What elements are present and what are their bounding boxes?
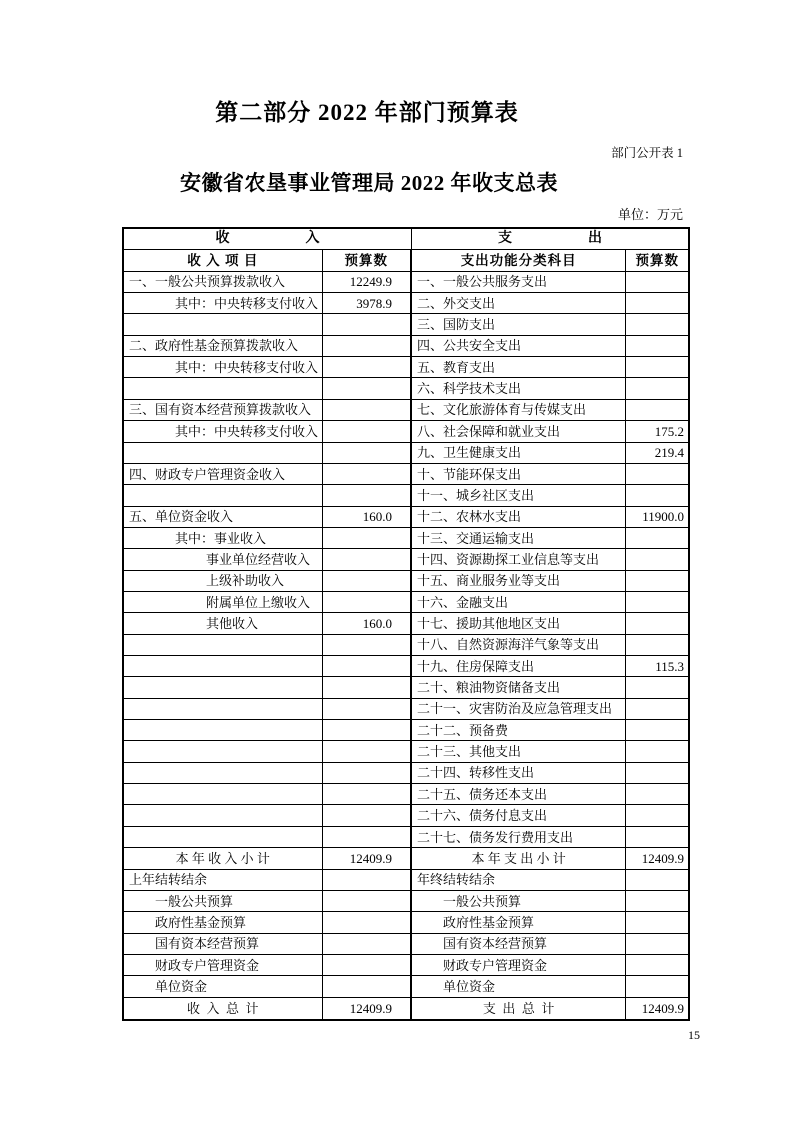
- expense-budget-cell: [626, 314, 688, 335]
- income-item-column-header: 收 入 项 目: [124, 250, 323, 271]
- expense-item-cell: 十五、商业服务业等支出: [412, 571, 626, 592]
- expense-budget-cell: [626, 891, 688, 912]
- expense-header-char-2: 出: [587, 231, 602, 247]
- expense-item-cell: 七、文化旅游体育与传媒支出: [412, 400, 626, 421]
- expense-item-cell: 十二、农林水支出: [412, 507, 626, 528]
- expense-item-cell: 单位资金: [412, 976, 626, 997]
- income-item-cell: 一、一般公共预算拨款收入: [124, 272, 323, 293]
- income-item-cell: 政府性基金预算: [124, 912, 323, 933]
- income-item-cell: 其他收入: [124, 613, 323, 634]
- expense-item-cell: 二十五、债务还本支出: [412, 784, 626, 805]
- expense-budget-cell: 12409.9: [641, 1000, 684, 1016]
- expense-budget-cell: [626, 571, 688, 592]
- income-budget-cell: 12409.9: [323, 848, 412, 869]
- expense-section-header: [412, 229, 688, 250]
- expense-budget-cell: [626, 827, 688, 848]
- expense-budget-cell: 219.4: [626, 443, 688, 464]
- expense-budget-cell: [626, 485, 688, 506]
- expense-item-cell: 支 出 总 计: [412, 998, 626, 1019]
- expense-item-cell: 十八、自然资源海洋气象等支出: [412, 635, 626, 656]
- income-item-cell: [124, 699, 323, 720]
- income-budget-cell: 160.0: [323, 507, 412, 528]
- income-item-cell: 收 入 总 计: [124, 998, 323, 1019]
- income-section-header: [124, 229, 412, 250]
- income-budget-cell: 12409.9: [323, 998, 412, 1019]
- income-header-char-1: 收: [215, 231, 230, 247]
- expense-budget-cell: 12409.9: [626, 848, 688, 869]
- income-item-cell: [124, 741, 323, 762]
- expense-item-cell: 国有资本经营预算: [412, 934, 626, 955]
- income-item-cell: 其中：中央转移支付收入: [124, 293, 323, 314]
- income-item-cell: 二、政府性基金预算拨款收入: [124, 336, 323, 357]
- expense-budget-cell: [626, 357, 688, 378]
- income-budget-cell: [323, 934, 412, 955]
- income-budget-cell: [323, 699, 412, 720]
- income-item-cell: 三、国有资本经营预算拨款收入: [124, 400, 323, 421]
- income-item-cell: 其中：中央转移支付收入: [124, 357, 323, 378]
- income-item-cell: 其中：事业收入: [124, 528, 323, 549]
- income-budget-cell: [323, 635, 412, 656]
- unit-note: 单位：万元: [617, 207, 683, 222]
- income-budget-cell: [323, 549, 412, 570]
- income-budget-cell: [323, 763, 412, 784]
- expense-budget-cell: [626, 699, 688, 720]
- expense-item-cell: 五、教育支出: [412, 357, 626, 378]
- income-item-cell: 国有资本经营预算: [124, 934, 323, 955]
- expense-budget-cell: [626, 464, 688, 485]
- income-budget-cell: [323, 357, 412, 378]
- expense-budget-cell: [626, 293, 688, 314]
- income-budget-cell: [323, 784, 412, 805]
- expense-item-cell: 十六、金融支出: [412, 592, 626, 613]
- income-budget-cell: [323, 891, 412, 912]
- income-item-cell: 其中：中央转移支付收入: [124, 421, 323, 442]
- income-header-char-2: 入: [305, 231, 320, 247]
- expense-item-cell: 八、社会保障和就业支出: [412, 421, 626, 442]
- income-item-cell: [124, 763, 323, 784]
- income-budget-cell: 3978.9: [323, 293, 412, 314]
- expense-budget-cell: [626, 976, 688, 997]
- income-item-cell: 五、单位资金收入: [124, 507, 323, 528]
- expense-item-cell: 二十七、债务发行费用支出: [412, 827, 626, 848]
- expense-budget-cell: [626, 720, 688, 741]
- section-title: 第二部分 2022 年部门预算表: [215, 100, 519, 125]
- expense-budget-cell: [626, 528, 688, 549]
- expense-item-cell: 政府性基金预算: [412, 912, 626, 933]
- income-budget-column-header: 预算数: [323, 250, 412, 271]
- expense-item-cell: 年终结转结余: [412, 870, 626, 891]
- expense-budget-cell: [626, 592, 688, 613]
- expense-budget-cell: [626, 741, 688, 762]
- income-budget-cell: [323, 592, 412, 613]
- income-budget-cell: [323, 314, 412, 335]
- income-budget-cell: 12249.9: [323, 272, 412, 293]
- income-item-cell: [124, 485, 323, 506]
- expense-item-cell: 十一、城乡社区支出: [412, 485, 626, 506]
- expense-item-cell: 十、节能环保支出: [412, 464, 626, 485]
- income-budget-cell: [323, 912, 412, 933]
- expense-item-cell: 二十三、其他支出: [412, 741, 626, 762]
- income-item-cell: [124, 805, 323, 826]
- expense-budget-cell: [626, 912, 688, 933]
- income-item-cell: 本 年 收 入 小 计: [124, 848, 323, 869]
- income-budget-cell: [323, 741, 412, 762]
- expense-budget-cell: [626, 805, 688, 826]
- income-item-cell: 财政专户管理资金: [124, 955, 323, 976]
- expense-budget-cell: [626, 336, 688, 357]
- expense-item-column-header: 支出功能分类科目: [412, 250, 626, 271]
- expense-item-cell: 二十六、债务付息支出: [412, 805, 626, 826]
- income-budget-cell: [323, 378, 412, 399]
- income-budget-cell: [323, 870, 412, 891]
- income-item-cell: [124, 827, 323, 848]
- income-budget-cell: [323, 464, 412, 485]
- expense-budget-column-header: 预算数: [626, 250, 688, 271]
- expense-budget-cell: [626, 400, 688, 421]
- income-item-cell: [124, 677, 323, 698]
- income-item-cell: 上年结转结余: [124, 870, 323, 891]
- expense-item-cell: 六、科学技术支出: [412, 378, 626, 399]
- income-budget-cell: [323, 400, 412, 421]
- expense-item-cell: 二十、粮油物资储备支出: [412, 677, 626, 698]
- income-budget-cell: 160.0: [323, 613, 412, 634]
- expense-budget-cell: [626, 549, 688, 570]
- expense-budget-cell: [626, 677, 688, 698]
- expense-item-cell: 本 年 支 出 小 计: [412, 848, 626, 869]
- expense-item-cell: 二十一、灾害防治及应急管理支出: [412, 699, 626, 720]
- expense-item-cell: 一、一般公共服务支出: [412, 272, 626, 293]
- income-budget-cell: [323, 485, 412, 506]
- income-budget-cell: [323, 976, 412, 997]
- expense-item-cell: 二十四、转移性支出: [412, 763, 626, 784]
- income-budget-cell: [323, 955, 412, 976]
- budget-table: [122, 227, 690, 1021]
- income-item-cell: [124, 784, 323, 805]
- income-budget-cell: [323, 720, 412, 741]
- expense-budget-cell: [626, 635, 688, 656]
- income-item-cell: [124, 635, 323, 656]
- expense-item-cell: 十四、资源勘探工业信息等支出: [412, 549, 626, 570]
- expense-budget-cell: [626, 613, 688, 634]
- expense-budget-cell: [626, 378, 688, 399]
- expense-budget-cell: 115.3: [626, 656, 688, 677]
- income-item-cell: 附属单位上缴收入: [124, 592, 323, 613]
- income-item-cell: [124, 314, 323, 335]
- expense-item-cell: 十七、援助其他地区支出: [412, 613, 626, 634]
- expense-item-cell: 二、外交支出: [412, 293, 626, 314]
- income-item-cell: 四、财政专户管理资金收入: [124, 464, 323, 485]
- income-item-cell: [124, 443, 323, 464]
- expense-budget-cell: [626, 763, 688, 784]
- expense-budget-cell: 175.2: [626, 421, 688, 442]
- income-item-cell: 事业单位经营收入: [124, 549, 323, 570]
- income-item-cell: 单位资金: [124, 976, 323, 997]
- expense-budget-cell: [626, 955, 688, 976]
- expense-budget-cell: [626, 784, 688, 805]
- expense-item-cell: 十三、交通运输支出: [412, 528, 626, 549]
- expense-item-cell: 一般公共预算: [412, 891, 626, 912]
- income-budget-cell: [323, 677, 412, 698]
- page-number: 15: [688, 1028, 700, 1042]
- income-budget-cell: [323, 827, 412, 848]
- expense-item-cell: 三、国防支出: [412, 314, 626, 335]
- table-title: 安徽省农垦事业管理局 2022 年收支总表: [180, 171, 558, 195]
- income-budget-cell: [323, 443, 412, 464]
- expense-budget-cell: [626, 870, 688, 891]
- income-budget-cell: [323, 421, 412, 442]
- expense-item-cell: 财政专户管理资金: [412, 955, 626, 976]
- income-item-cell: 上级补助收入: [124, 571, 323, 592]
- expense-header-char-1: 支: [497, 231, 512, 247]
- income-budget-cell: [323, 528, 412, 549]
- expense-item-cell: 四、公共安全支出: [412, 336, 626, 357]
- income-budget-cell: [323, 656, 412, 677]
- expense-item-cell: 九、卫生健康支出: [412, 443, 626, 464]
- income-budget-cell: [323, 805, 412, 826]
- income-item-cell: [124, 720, 323, 741]
- expense-item-cell: 二十二、预备费: [412, 720, 626, 741]
- income-item-cell: 一般公共预算: [124, 891, 323, 912]
- table-label: 部门公开表 1: [611, 146, 683, 160]
- income-budget-cell: [323, 336, 412, 357]
- income-item-cell: [124, 378, 323, 399]
- expense-budget-cell: 11900.0: [626, 507, 688, 528]
- income-item-cell: [124, 656, 323, 677]
- expense-budget-cell: [626, 272, 688, 293]
- income-budget-cell: [323, 571, 412, 592]
- expense-item-cell: 十九、住房保障支出: [412, 656, 626, 677]
- expense-budget-cell: [626, 934, 688, 955]
